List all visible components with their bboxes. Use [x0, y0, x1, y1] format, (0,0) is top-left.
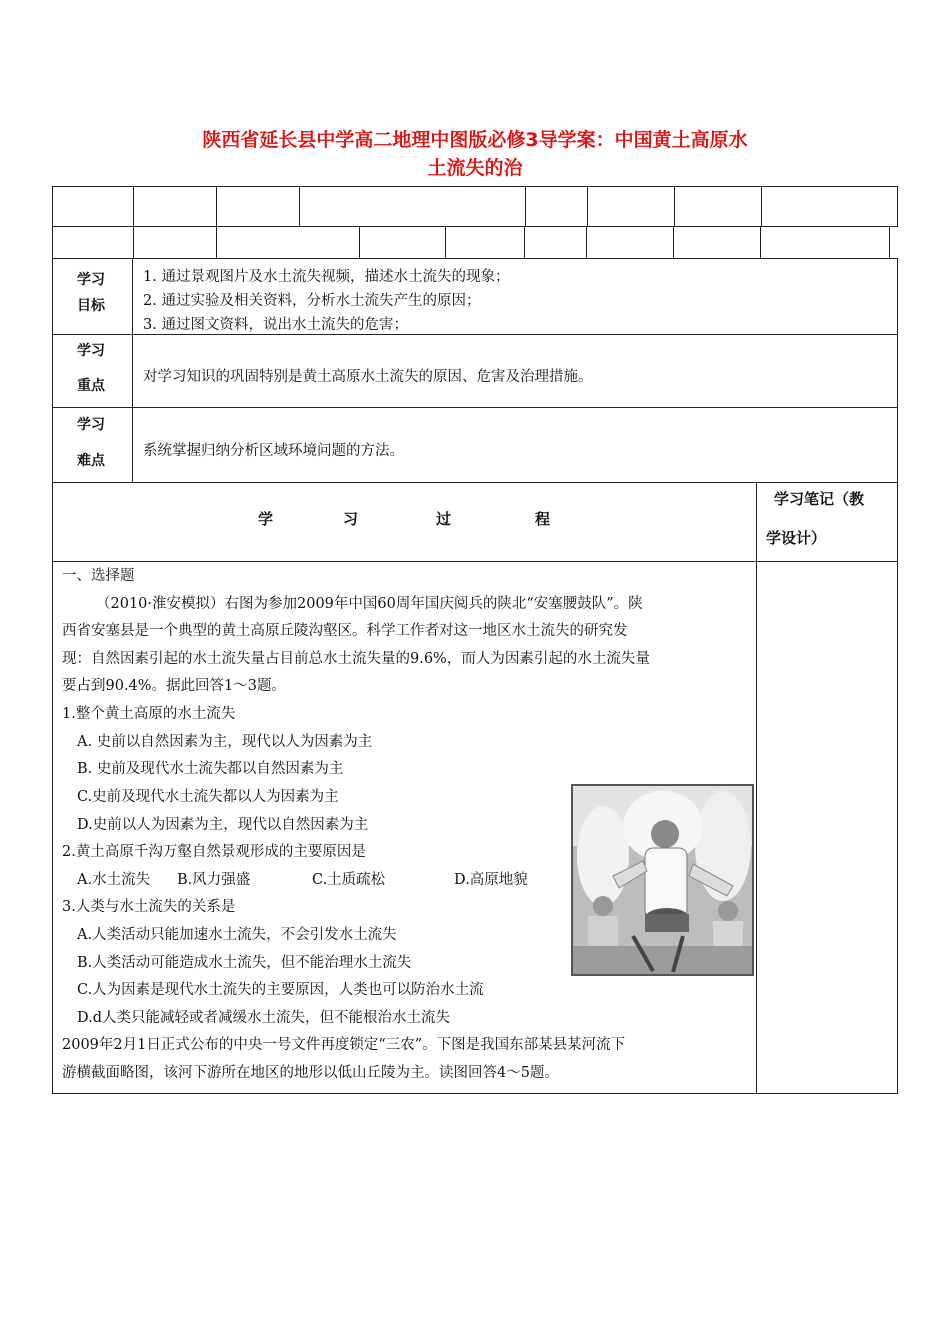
question-2-option-c: C.土质疏松: [312, 872, 386, 888]
intro-line-1: （2010·淮安模拟）右图为参加2009年中国60周年国庆阅兵的陕北“安塞腰鼓队”。陕: [96, 596, 643, 612]
photo-illustration: [573, 786, 752, 974]
objectives-label-1: 学习: [77, 272, 105, 288]
outro-line-1: 2009年2月1日正式公布的中央一号文件再度锁定“三农”。下图是我国东部某县某河流下: [62, 1037, 626, 1053]
key-points-label-2: 重点: [77, 378, 105, 394]
notes-header-line2: 学设计）: [766, 529, 827, 547]
question-1-stem: 1.整个黄土高原的水土流失: [62, 706, 236, 722]
waist-drum-team-photo: [571, 784, 754, 976]
question-3-option-a: A.人类活动只能加速水土流失，不会引发水土流失: [77, 927, 397, 943]
key-points-text: 对学习知识的巩固特别是黄土高原水土流失的原因、危害及治理措施。: [143, 369, 593, 385]
intro-line-2: 西省安塞县是一个典型的黄土高原丘陵沟壑区。科学工作者对这一地区水土流失的研究发: [62, 623, 628, 639]
document-title-line1: 陕西省延长县中学高二地理中图版必修3导学案：中国黄土高原水: [202, 129, 748, 151]
notes-header-line1: 学习笔记（教: [774, 490, 865, 508]
key-points-label-1: 学习: [77, 343, 105, 359]
question-3-stem: 3.人类与水土流失的关系是: [62, 899, 236, 915]
section-heading: 一、选择题: [62, 568, 135, 584]
difficulties-label-1: 学习: [77, 417, 105, 433]
process-char-2: 习: [343, 510, 359, 528]
question-1-option-b: B. 史前及现代水土流失都以自然因素为主: [77, 761, 344, 777]
document-title-line2: 土流失的治: [427, 157, 523, 179]
process-char-4: 程: [535, 510, 551, 528]
header-grid-row2: [52, 226, 890, 259]
question-3-option-d: D.d人类只能减轻或者减缓水土流失，但不能根治水土流失: [77, 1010, 450, 1026]
question-2-option-b: B.风力强盛: [177, 872, 251, 888]
question-3-option-c: C.人为因素是现代水土流失的主要原因，人类也可以防治水土流: [77, 982, 484, 998]
question-1-option-a: A. 史前以自然因素为主，现代以人为因素为主: [77, 734, 373, 750]
question-2-option-a: A.水土流失: [77, 872, 151, 888]
question-1-option-d: D.史前以人为因素为主，现代以自然因素为主: [77, 817, 369, 833]
intro-line-4: 要占到90.4%。据此回答1～3题。: [62, 678, 287, 694]
header-grid-row1: [52, 186, 898, 227]
question-3-option-b: B.人类活动可能造成水土流失，但不能治理水土流失: [77, 955, 412, 971]
process-char-3: 过: [436, 510, 452, 528]
objective-item-3: 3. 通过图文资料，说出水土流失的危害；: [143, 317, 408, 333]
process-char-1: 学: [258, 510, 274, 528]
question-2-option-d: D.高原地貌: [454, 872, 528, 888]
question-2-stem: 2.黄土高原千沟万壑自然景观形成的主要原因是: [62, 844, 366, 860]
outro-line-2: 游横截面略图，该河下游所在地区的地形以低山丘陵为主。读图回答4～5题。: [62, 1065, 559, 1081]
question-1-option-c: C.史前及现代水土流失都以人为因素为主: [77, 789, 339, 805]
difficulties-text: 系统掌握归纳分析区域环境问题的方法。: [143, 443, 404, 459]
objective-item-1: 1. 通过景观图片及水土流失视频，描述水土流失的现象；: [143, 269, 510, 285]
objectives-label-2: 目标: [77, 298, 105, 314]
difficulties-label-2: 难点: [77, 453, 105, 469]
intro-line-3: 现：自然因素引起的水土流失量占目前总水土流失量的9.6%，而人为因素引起的水土流失量: [62, 651, 650, 667]
objective-item-2: 2. 通过实验及相关资料，分析水土流失产生的原因；: [143, 293, 481, 309]
